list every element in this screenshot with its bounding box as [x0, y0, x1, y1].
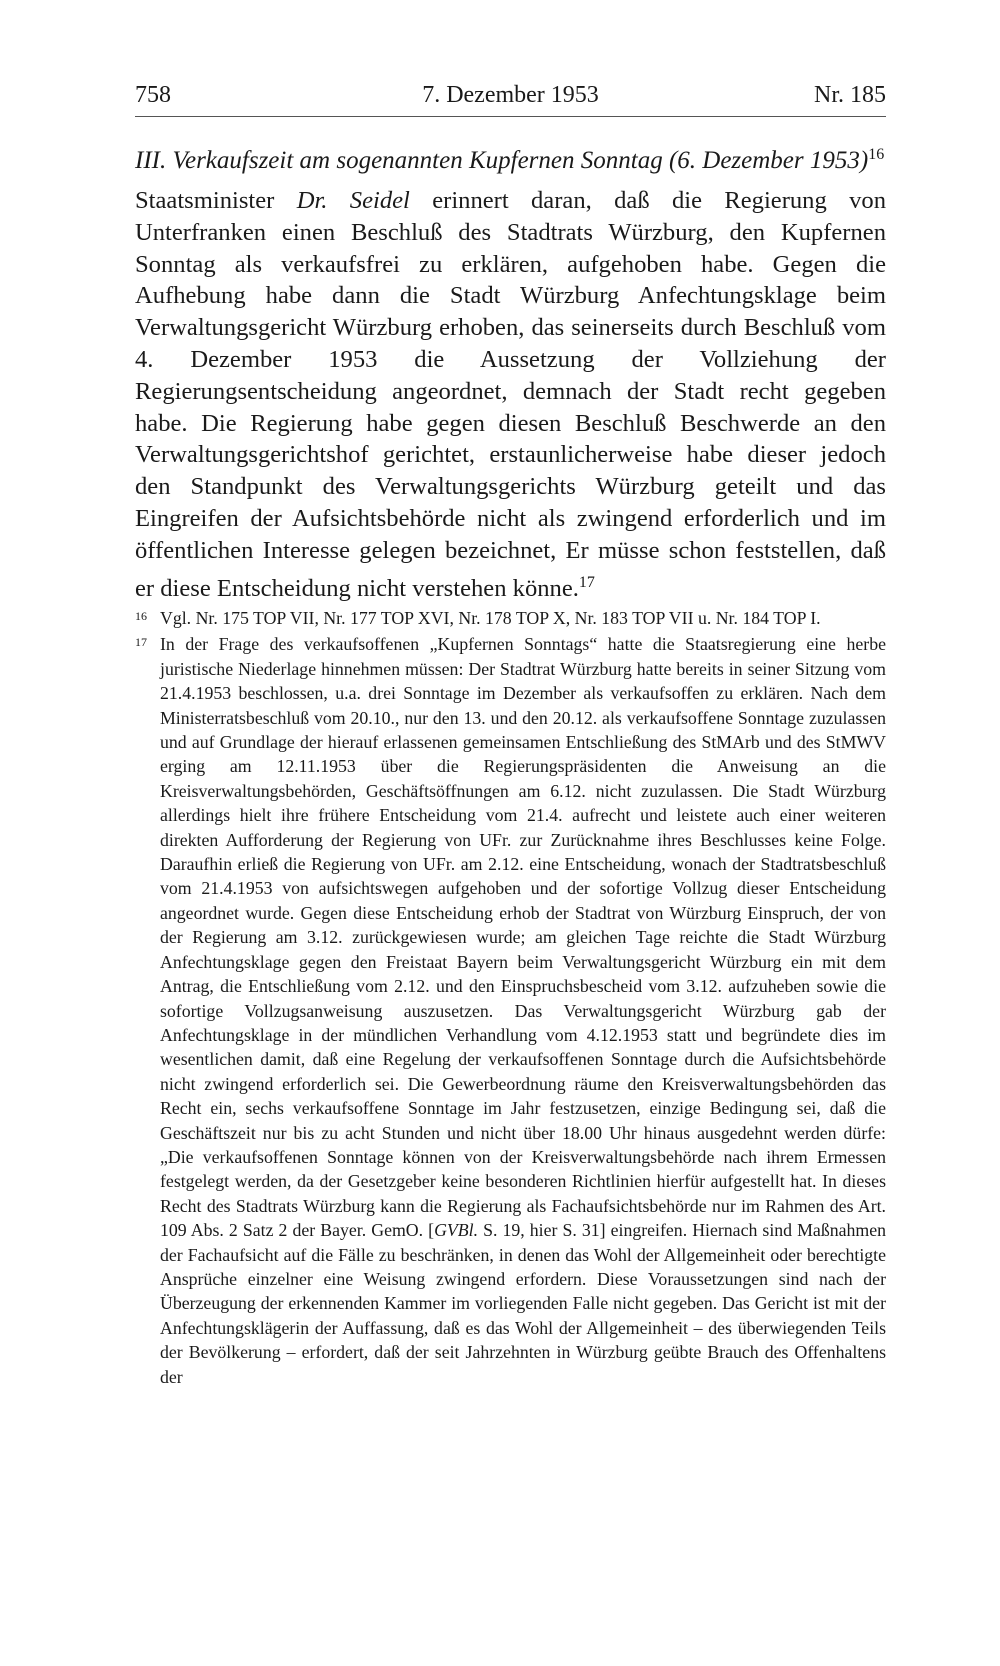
footnote-text-part: In der Frage des verkaufsoffenen „Kupfernen Sonntags“ hatte die Staatsregierung eine herbe juristische Niederlage hinnehmen müssen: Der Stadtrat Würzburg hatte bereits in seiner Sitzung vom 21.4.1953 beschlossen, u.a. drei Sonntage im Dezember als verkaufsoffen zu erklären. Nach dem Ministerratsbeschluß vom 20.10., nur den 13. und den 20.12. als verkaufsoffene Sonntage zuzulassen und auf Grundlage der hierauf erlassenen gemeinsamen Entschließung des StMArb und des StMWV erging am 12.11.1953 über die Regierungspräsidenten die Anweisung an die Kreisverwaltungsbehörden, Geschäftsöffnungen am 6.12. nicht zuzulassen. Die Stadt Würzburg allerdings hielt ihre frühere Entscheidung vom 21.4. aufrecht und leistete auch einer weiteren direkten Aufforderung der Regierung von UFr. zur Zurücknahme ihres Beschlusses keine Folge. Daraufhin erließ die Regierung von UFr. am 2.12. eine Entscheidung, wonach der Stadtratsbeschluß vom 21.4.1953 von aufsichtswegen aufgehoben und der sofortige Vollzug dieser Entscheidung angeordnet wurde. Gegen diese Entscheidung erhob der Stadtrat von Würzburg Einspruch, der von der Regierung am 3.12. zurückgewiesen wurde; am gleichen Tage reichte die Stadt Würzburg Anfechtungsklage gegen den Freistaat Bayern beim Verwaltungsgericht Würzburg ein mit dem Antrag, die Entschließung vom 2.12. und den Einspruchsbescheid vom 3.12. aufzuheben sowie die sofortige Vollzugsanweisung auszusetzen. Das Verwaltungsgericht Würzburg gab der Anfechtungsklage in der mündlichen Verhandlung vom 4.12.1953 statt und begründete dies im wesentlichen damit, daß eine Regelung der verkaufsoffenen Sonntage durch die Aufsichtsbehörde nicht zwingend erforderlich sei. Die Gewerbeordnung räume den Kreisverwaltungsbehörden das Recht ein, sechs verkaufsoffene Sonntage im Jahr festzusetzen, einzige Bedingung sei, daß die Geschäftszeit nur bis zu acht Stunden und nicht über 18.00 Uhr hinaus ausgedehnt werden dürfe: „Die verkaufsoffenen Sonntage können von der Kreisverwaltungsbehörde nach ihrem Ermessen festgelegt werden, da der Gesetzgeber keine besonderen Richtlinien hierfür aufgestellt hat. In dieses Recht des Stadtrats Würzburg kann die Regierung als Fachaufsichtsbehörde nur im Rahmen des Art. 109 Abs. 2 Satz 2 der Bayer. GemO. [ [160, 634, 886, 1241]
page-number: 758 [135, 82, 171, 108]
footnote-citation: GVBl. [434, 1220, 479, 1241]
header-date: 7. Dezember 1953 [422, 82, 599, 108]
footnote-text: Vgl. Nr. 175 TOP VII, Nr. 177 TOP XVI, Nr. 178 TOP X, Nr. 183 TOP VII u. Nr. 184 TOP I. [160, 608, 821, 628]
footnote-ref-16: 16 [868, 146, 885, 163]
footnote-number: 16 [135, 609, 147, 623]
footnotes [135, 606, 886, 1391]
footnote [135, 606, 886, 630]
running-header [135, 82, 886, 117]
body-lead: Staatsminister [135, 187, 297, 214]
section-title-text: III. Verkaufszeit am sogenannten Kupfernen Sonntag (6. Dezember 1953) [135, 147, 869, 174]
issue-number: Nr. 185 [814, 82, 886, 108]
footnote-text-part: S. 19, hier S. 31] eingreifen. Hiernach sind Maßnahmen der Fachaufsicht auf die Fälle zu beschränken, in denen das Wohl der Allgemeinheit oder berechtigte Ansprüche einzelner eine Weisung zwingend erfordern. Diese Voraussetzungen sind nach der Überzeugung der erkennenden Kammer im vorliegenden Falle nicht gegeben. Das Gericht ist mit der Anfechtungsklägerin der Auffassung, daß es das Wohl der Allgemeinheit – des überwiegenden Teils der Bevölkerung – erfordert, daß der seit Jahrzehnten in Würzburg geübte Brauch des Offenhaltens der [160, 1220, 886, 1387]
body-text: erinnert daran, daß die Regierung von Unterfranken einen Beschluß des Stadtrats Würzburg, den Kupfernen Sonntag als verkaufsfrei zu erklären, aufgehoben habe. Gegen die Aufhebung habe dann die Stadt Würzburg Anfechtungsklage beim Verwaltungsgericht Würzburg erhoben, das seinerseits durch Beschluß vom 4. Dezember 1953 die Aussetzung der Vollziehung der Regierungsentscheidung angeordnet, demnach der Stadt recht gegeben habe. Die Regierung habe gegen diesen Beschluß Beschwerde an den Verwaltungsgerichtshof gerichtet, erstaunlicherweise habe dieser jedoch den Standpunkt des Verwaltungsgerichts Würzburg geteilt und das Eingreifen der Aufsichtsbehörde nicht als zwingend erforderlich und im öffentlichen Interesse gelegen bezeichnet, Er müsse schon feststellen, daß er diese Entscheidung nicht verstehen könne. [135, 187, 886, 602]
speaker-name: Dr. Seidel [296, 187, 410, 214]
section-title [135, 146, 886, 175]
footnote [135, 632, 886, 1389]
footnote-ref-17: 17 [578, 573, 595, 591]
footnote-text [160, 634, 886, 1386]
footnote-number: 17 [135, 635, 147, 650]
body-paragraph [135, 185, 886, 604]
